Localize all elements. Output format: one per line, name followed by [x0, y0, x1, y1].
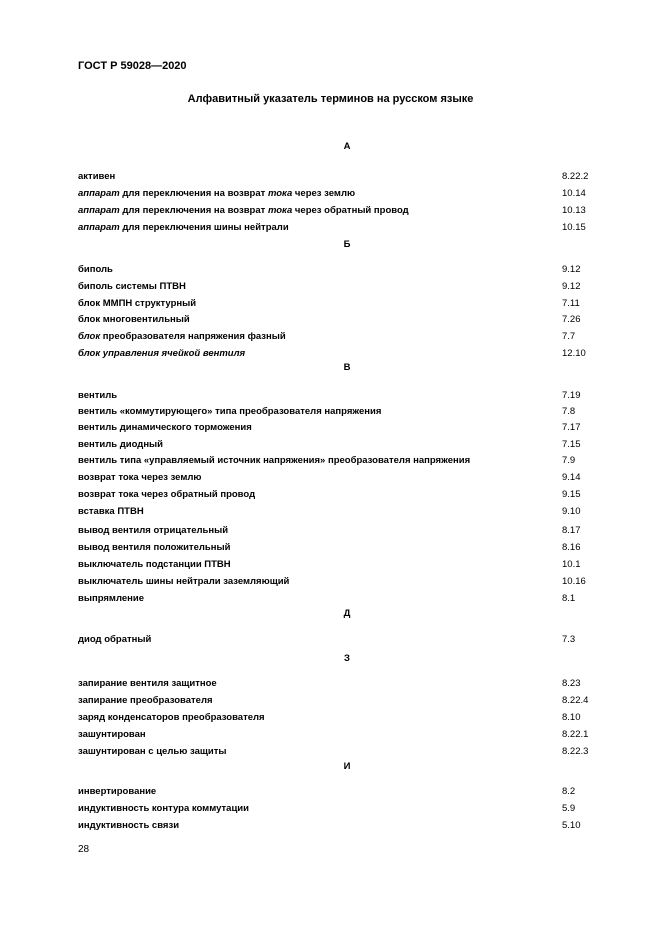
- entry-term: биполь системы ПТВН: [78, 281, 186, 292]
- entry-term: вывод вентиля положительный: [78, 542, 231, 553]
- entry-term: аппарат для переключения шины нейтрали: [78, 222, 289, 233]
- entry-term: активен: [78, 171, 116, 182]
- index-title: Алфавитный указатель терминов на русском языке: [187, 93, 474, 105]
- index-entry: [78, 802, 598, 815]
- index-entry: [78, 694, 598, 707]
- section-letter: Б: [343, 239, 351, 250]
- entry-term: вентиль диодный: [78, 439, 164, 450]
- index-entry: [78, 204, 598, 217]
- entry-term: индуктивность контура коммутации: [78, 803, 249, 814]
- entry-reference: 9.10: [562, 506, 581, 517]
- index-entry: [78, 454, 598, 467]
- entry-term: блок многовентильный: [78, 314, 190, 325]
- entry-term: запирание вентиля защитное: [78, 678, 217, 689]
- entry-reference: 10.14: [562, 188, 586, 199]
- entry-reference: 10.16: [562, 576, 586, 587]
- entry-reference: 7.17: [562, 422, 581, 433]
- entry-reference: 10.13: [562, 205, 586, 216]
- entry-reference: 8.2: [562, 786, 576, 797]
- index-entry: [78, 728, 598, 741]
- index-entry: [78, 505, 598, 518]
- index-entry: [78, 221, 598, 234]
- index-entry: [78, 170, 598, 183]
- index-entry: [78, 471, 598, 484]
- entry-reference: 5.10: [562, 820, 581, 831]
- index-entry: [78, 745, 598, 758]
- entry-reference: 8.22.3: [562, 746, 589, 757]
- entry-term: запирание преобразователя: [78, 695, 213, 706]
- entry-term: инвертирование: [78, 786, 157, 797]
- index-entry: [78, 389, 598, 402]
- entry-reference: 7.8: [562, 406, 576, 417]
- entry-reference: 8.22.4: [562, 695, 589, 706]
- entry-reference: 9.14: [562, 472, 581, 483]
- entry-term: возврат тока через землю: [78, 472, 202, 483]
- entry-term: вентиль «коммутирующего» типа преобразователя напряжения: [78, 406, 382, 417]
- entry-term: блок управления ячейкой вентиля: [78, 348, 246, 359]
- entry-term: вывод вентиля отрицательный: [78, 525, 229, 536]
- entry-term: вставка ПТВН: [78, 506, 144, 517]
- entry-term: индуктивность связи: [78, 820, 180, 831]
- section-letter: З: [344, 653, 350, 664]
- entry-term: аппарат для переключения на возврат тока через обратный провод: [78, 205, 409, 216]
- entry-term: зашунтирован: [78, 729, 146, 740]
- entry-reference: 9.15: [562, 489, 581, 500]
- index-entry: [78, 280, 598, 293]
- entry-reference: 8.22.1: [562, 729, 589, 740]
- index-entry: [78, 575, 598, 588]
- index-entry: [78, 677, 598, 690]
- entry-reference: 7.11: [562, 298, 580, 309]
- entry-reference: 10.1: [562, 559, 581, 570]
- entry-term: блок преобразователя напряжения фазный: [78, 331, 286, 342]
- entry-reference: 7.3: [562, 634, 576, 645]
- entry-term: заряд конденсаторов преобразователя: [78, 712, 265, 723]
- index-entry: [78, 313, 598, 326]
- entry-reference: 8.23: [562, 678, 581, 689]
- entry-reference: 12.10: [562, 348, 586, 359]
- entry-term: блок ММПН структурный: [78, 298, 197, 309]
- index-entry: [78, 405, 598, 418]
- entry-term: аппарат для переключения на возврат тока через землю: [78, 188, 356, 199]
- index-entry: [78, 524, 598, 537]
- entry-term: вентиль типа «управляемый источник напряжения» преобразователя напряжения: [78, 455, 471, 466]
- index-entry: [78, 421, 598, 434]
- index-entry: [78, 347, 598, 360]
- index-entry: [78, 330, 598, 343]
- entry-term: выключатель шины нейтрали заземляющий: [78, 576, 290, 587]
- index-entry: [78, 785, 598, 798]
- entry-term: выпрямление: [78, 593, 144, 604]
- entry-reference: 8.1: [562, 593, 576, 604]
- entry-reference: 8.22.2: [562, 171, 589, 182]
- entry-reference: 7.15: [562, 439, 581, 450]
- index-entry: [78, 558, 598, 571]
- index-entry: [78, 187, 598, 200]
- index-entry: [78, 297, 598, 310]
- index-entry: [78, 592, 598, 605]
- standard-header: ГОСТ Р 59028—2020: [78, 60, 187, 72]
- entry-reference: 9.12: [562, 281, 581, 292]
- entry-reference: 9.12: [562, 264, 581, 275]
- entry-term: выключатель подстанции ПТВН: [78, 559, 231, 570]
- index-entry: [78, 541, 598, 554]
- entry-term: диод обратный: [78, 634, 152, 645]
- index-entry: [78, 263, 598, 276]
- section-letter: Д: [343, 608, 351, 619]
- index-entry: [78, 488, 598, 501]
- index-entry: [78, 438, 598, 451]
- index-entry: [78, 711, 598, 724]
- entry-reference: 7.19: [562, 390, 581, 401]
- entry-reference: 8.17: [562, 525, 581, 536]
- entry-reference: 5.9: [562, 803, 576, 814]
- entry-reference: 8.10: [562, 712, 581, 723]
- entry-reference: 7.7: [562, 331, 576, 342]
- entry-term: биполь: [78, 264, 113, 275]
- entry-reference: 7.9: [562, 455, 576, 466]
- index-entry: [78, 819, 598, 832]
- page-number: 28: [78, 844, 90, 855]
- entry-term: вентиль: [78, 390, 118, 401]
- index-entry: [78, 633, 598, 646]
- section-letter: А: [343, 141, 351, 152]
- entry-term: вентиль динамического торможения: [78, 422, 252, 433]
- section-letter: И: [343, 761, 351, 772]
- entry-term: зашунтирован с целью защиты: [78, 746, 227, 757]
- entry-reference: 7.26: [562, 314, 581, 325]
- entry-term: возврат тока через обратный провод: [78, 489, 256, 500]
- section-letter: В: [343, 362, 351, 373]
- entry-reference: 10.15: [562, 222, 586, 233]
- entry-reference: 8.16: [562, 542, 581, 553]
